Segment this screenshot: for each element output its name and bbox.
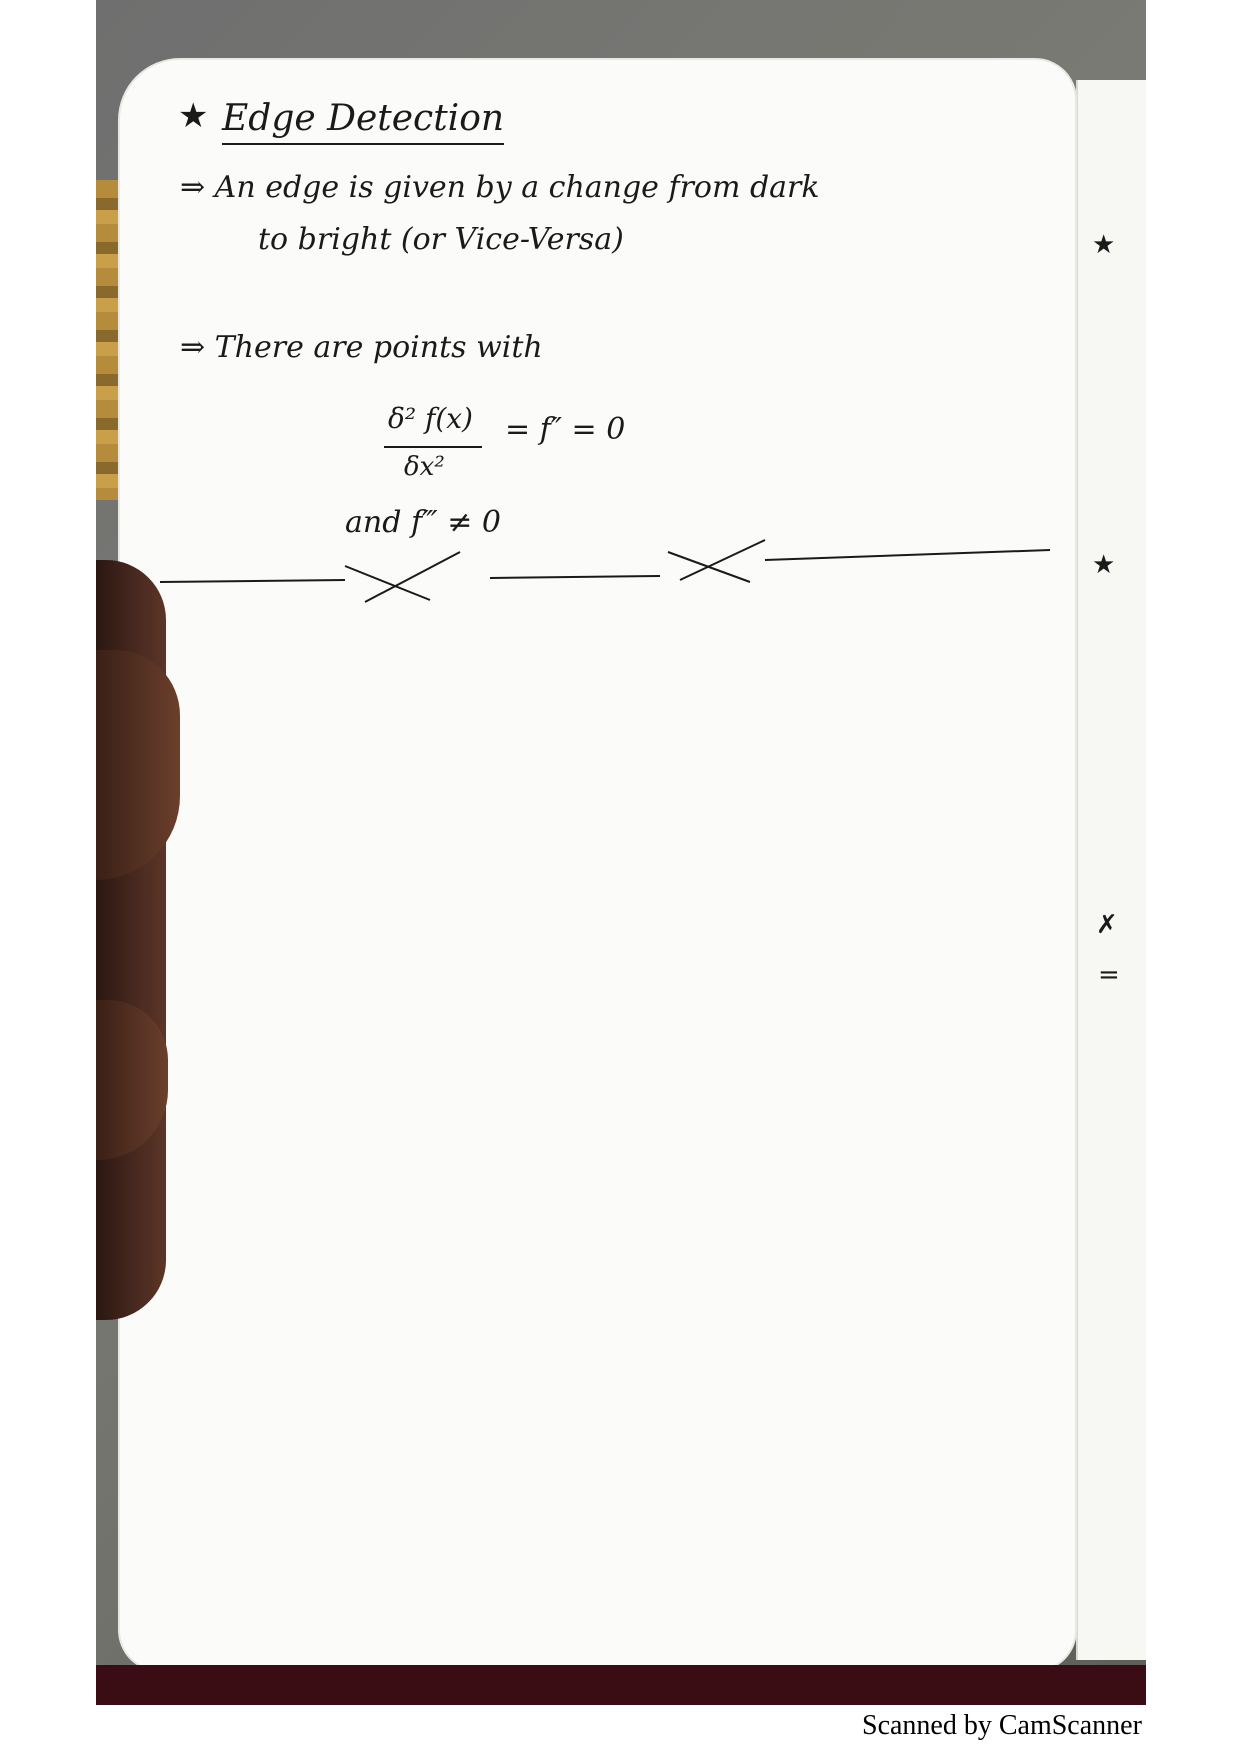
divider-segment-1 xyxy=(160,580,345,582)
scanner-watermark: Scanned by CamScanner xyxy=(862,1710,1142,1741)
background-strip xyxy=(96,1665,1146,1705)
carpet-edge xyxy=(96,180,118,500)
note-line-3: ⇒ There are points with xyxy=(180,330,543,365)
fraction-bar xyxy=(384,446,482,448)
divider-cross-1b xyxy=(365,552,460,602)
note-line-1: ⇒ An edge is given by a change from dark xyxy=(180,170,820,205)
heading: Edge Detection xyxy=(222,98,504,145)
fraction-numerator: δ² f(x) xyxy=(388,402,473,435)
divider-segment-3 xyxy=(765,550,1050,560)
side-mark-equals: = xyxy=(1098,960,1120,990)
side-mark-star-1: ★ xyxy=(1092,230,1116,260)
divider-segment-2 xyxy=(490,576,660,578)
heading-star-icon: ★ xyxy=(178,96,209,136)
divider-cross-1a xyxy=(345,566,430,600)
equation-rest: = f″ = 0 xyxy=(505,412,626,447)
side-mark-star-2: ★ xyxy=(1092,550,1116,580)
and-condition: and f‴ ≠ 0 xyxy=(345,505,501,540)
notebook-page xyxy=(120,60,1075,1670)
fraction-denominator: δx² xyxy=(404,452,445,482)
section-divider xyxy=(150,530,1060,610)
adjacent-page xyxy=(1076,80,1146,1660)
note-line-2: to bright (or Vice-Versa) xyxy=(258,222,624,257)
side-mark-cross: ✗ xyxy=(1096,910,1118,940)
